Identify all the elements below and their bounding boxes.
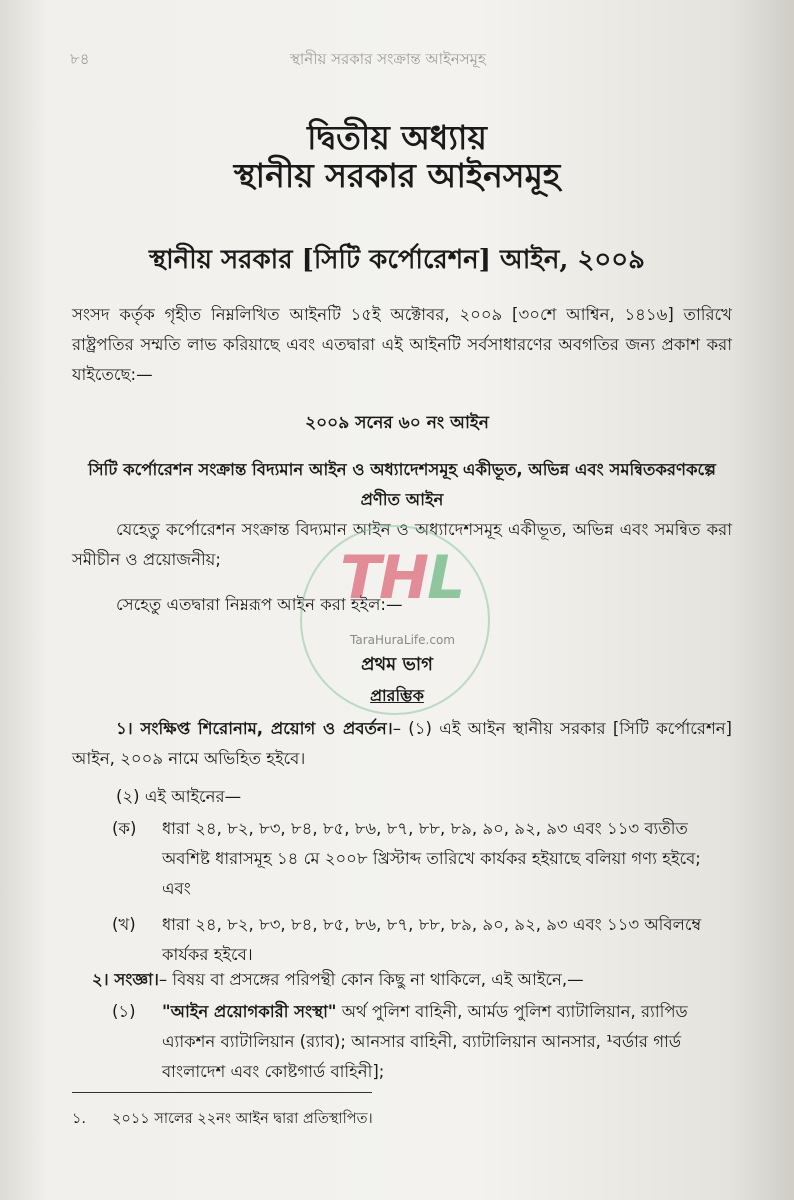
definition-1-term: "আইন প্রয়োগকারী সংস্থা": [162, 1002, 337, 1021]
part-title: প্রথম ভাগ: [361, 654, 433, 675]
section-2-text: – বিষয় বা প্রসঙ্গের পরিপন্থী কোন কিছু না থাকিলে, এই আইনে,—: [158, 970, 584, 989]
definition-1-text: অর্থ পুলিশ বাহিনী, আর্মড পুলিশ ব্যাটালিয়ান, র‍্যাপিড এ্যাকশন ব্যাটালিয়ান (র‍্যাব); আনসার বাহিনী, ব্যাটালিয়ান আনসার, ¹বর্ডার গার্ড বাংলাদেশ এবং কোষ্টগার্ড বাহিনী];: [162, 1002, 688, 1081]
section-2: [72, 965, 732, 995]
enactment-paragraph: সেহেতু এতদ্বারা নিম্নরূপ আইন করা হইল:—: [116, 595, 403, 614]
part-subtitle: প্রারম্ভিক: [370, 686, 424, 705]
whereas-paragraph: যেহেতু কর্পোরেশন সংক্রান্ত বিদ্যমান আইন ও অধ্যাদেশসমূহ একীভূত, অভিন্ন এবং সমন্বিত করা সমীচীন ও প্রয়োজনীয়;: [72, 520, 732, 569]
watermark-logo-mark: THL: [340, 543, 464, 613]
act-purpose: সিটি কর্পোরেশন সংক্রান্ত বিদ্যমান আইন ও অধ্যাদেশসমূহ একীভূত, অভিন্ন এবং সমন্বিতকরণকল্পে প্রণীত আইন: [88, 460, 716, 509]
footnote-text: ২০১১ সালের ২২নং আইন দ্বারা প্রতিস্থাপিত।: [112, 1111, 373, 1127]
definition-1-body: [162, 997, 732, 1087]
act-number: ২০০৯ সনের ৬০ নং আইন: [305, 413, 489, 433]
footnote-mark: ১.: [72, 1111, 87, 1127]
section-1-text: – (১) এই আইন স্থানীয় সরকার [সিটি কর্পোরেশন] আইন, ২০০৯ নামে অভিহিত হইবে।: [72, 719, 732, 768]
running-head: [40, 48, 754, 74]
footnote-divider: [72, 1092, 372, 1093]
act-title: স্থানীয় সরকার [সিটি কর্পোরেশন] আইন, ২০০৯: [148, 245, 646, 275]
watermark-logo: [300, 525, 490, 655]
definition-1-label: (১): [112, 1002, 136, 1021]
section-2-heading: ২। সংজ্ঞা।: [92, 970, 159, 989]
clause-kha-label: (খ): [112, 915, 136, 934]
subsection-2: (২) এই আইনের—: [116, 787, 242, 806]
clause-ka-text: ধারা ২৪, ৮২, ৮৩, ৮৪, ৮৫, ৮৬, ৮৭, ৮৮, ৮৯, ৯০, ৯২, ৯৩ এবং ১১৩ ব্যতীত অবশিষ্ট ধারাসমূহ ১৪ মে ২০০৮ খ্রিস্টাব্দ তারিখে কার্যকর হইয়াছে বলিয়া গণ্য হইবে; এবং: [162, 819, 701, 898]
clause-ka-label: (ক): [112, 819, 137, 838]
footnote: [72, 1108, 672, 1132]
chapter-subtitle: স্থানীয় সরকার আইনসমূহ: [233, 156, 561, 195]
chapter-title: দ্বিতীয় অধ্যায়: [307, 118, 487, 157]
section-1: [72, 714, 732, 774]
running-head-title: স্থানীয় সরকার সংক্রান্ত আইনসমূহ: [290, 50, 486, 68]
clause-kha-text: ধারা ২৪, ৮২, ৮৩, ৮৪, ৮৫, ৮৬, ৮৭, ৮৮, ৮৯, ৯০, ৯২, ৯৩ এবং ১১৩ অবিলম্বে কার্যকর হইবে।: [162, 915, 702, 964]
section-1-heading: ১। সংক্ষিপ্ত শিরোনাম, প্রয়োগ ও প্রবর্তন।: [116, 719, 393, 738]
intro-paragraph: সংসদ কর্তৃক গৃহীত নিম্নলিখিত আইনটি ১৫ই অক্টোবর, ২০০৯ [৩০শে আশ্বিন, ১৪১৬] তারিখে রাষ্ট্রপতির সম্মতি লাভ করিয়াছে এবং এতদ্বারা এই আইনটি সর্বসাধারণের অবগতির জন্য প্রকাশ করা যাইতেছে:—: [72, 305, 732, 384]
watermark-url: TaraHuraLife.com: [350, 633, 455, 647]
page-number: ৮৪: [70, 50, 90, 68]
